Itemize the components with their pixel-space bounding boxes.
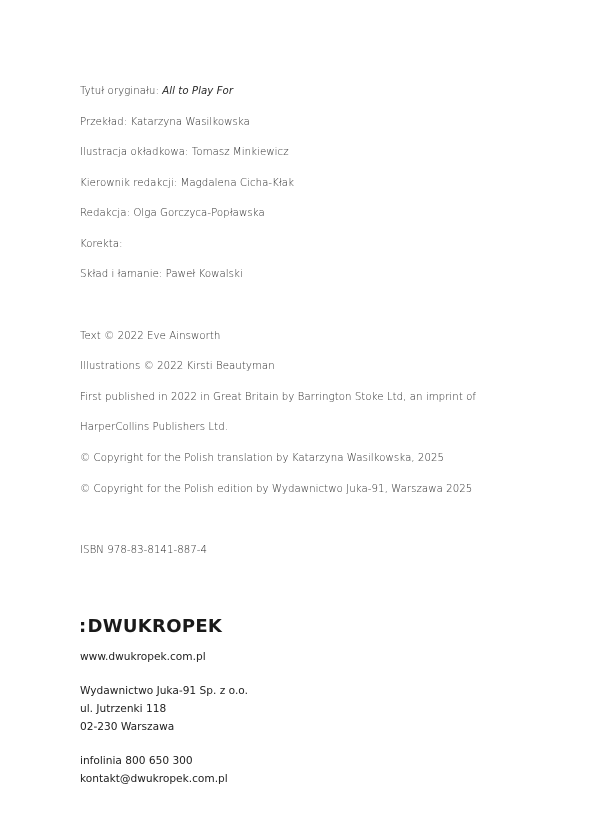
cover-illustrator-line: Ilustracja okładkowa: Tomasz Minkiewicz [80,147,289,158]
editor-in-chief-line: Kierownik redakcji: Magdalena Cicha-Kłak [80,178,295,189]
publisher-email: kontakt@dwukropek.com.pl [80,773,228,785]
isbn-line: ISBN 978-83-8141-887-4 [80,545,208,556]
proofreading-line: Korekta: [80,239,123,250]
typesetting-line: Skład i łamanie: Paweł Kowalski [80,269,243,280]
editing-line: Redakcja: Olga Gorczyca-Popławska [80,208,265,219]
publisher-logo-colon: : [79,616,87,637]
publisher-city: 02-230 Warszawa [80,721,175,733]
edition-copyright-line: © Copyright for the Polish edition by Wydawnictwo Juka-91, Warszawa 2025 [80,484,473,495]
first-published-line-1: First published in 2022 in Great Britain by Barrington Stoke Ltd, an imprint of [80,392,477,403]
publisher-street: ul. Jutrzenki 118 [80,703,167,715]
text-copyright-line: Text © 2022 Eve Ainsworth [80,331,221,342]
original-title-label: Tytuł oryginału: [80,86,159,97]
original-title-value: All to Play For [162,86,234,97]
translation-copyright-line: © Copyright for the Polish translation by Katarzyna Wasilkowska, 2025 [80,453,445,464]
publisher-logo [79,616,222,637]
publisher-name: Wydawnictwo Juka-91 Sp. z o.o. [80,685,248,697]
publisher-hotline: infolinia 800 650 300 [80,755,193,767]
publisher-logo-text: DWUKROPEK [87,616,223,637]
illustrations-copyright-line: Illustrations © 2022 Kirsti Beautyman [80,361,275,372]
publisher-website: www.dwukropek.com.pl [80,651,206,663]
first-published-line-2: HarperCollins Publishers Ltd. [80,422,228,433]
translator-line: Przekład: Katarzyna Wasilkowska [80,117,250,128]
original-title-line [80,86,233,97]
